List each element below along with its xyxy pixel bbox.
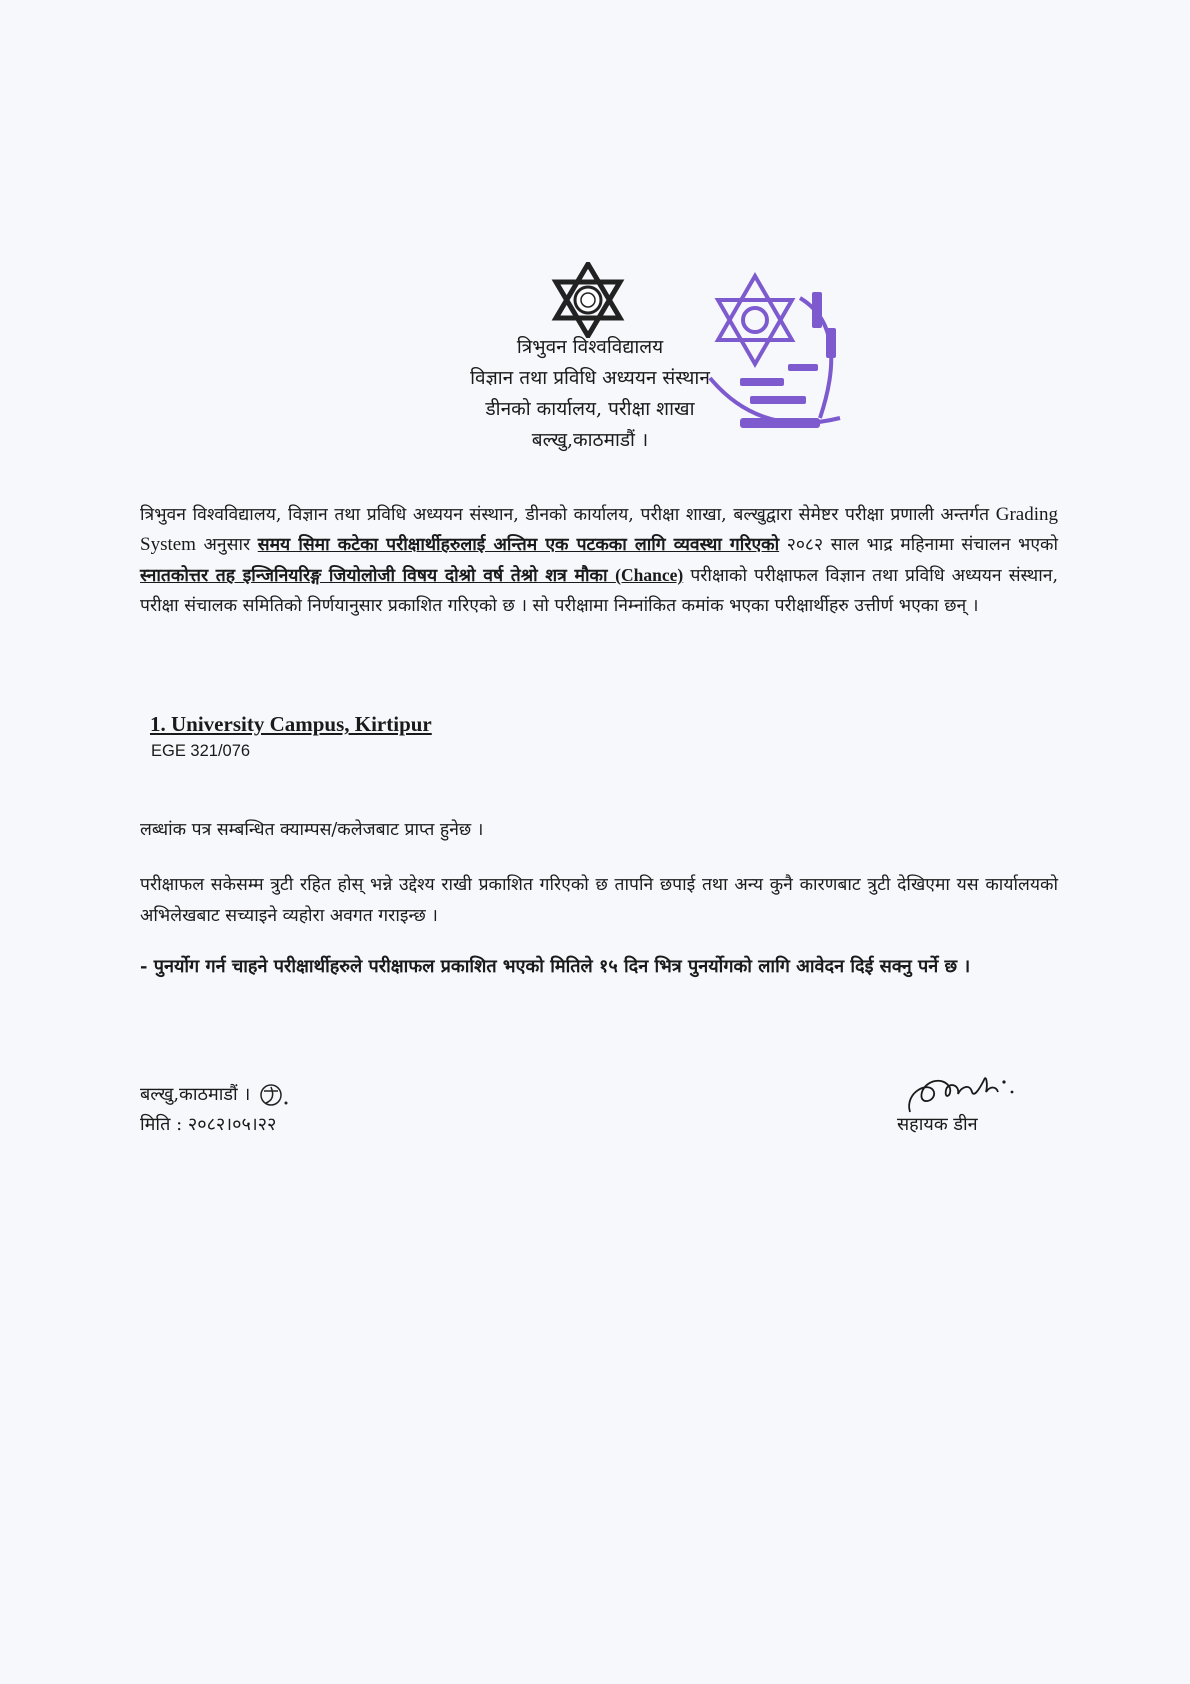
intro-bold-text: समय सिमा कटेका परीक्षार्थीहरुलाई अन्तिम एक पटकका लागि व्यवस्था गरिएको: [257, 535, 780, 555]
handwritten-signature-icon: [900, 1062, 1030, 1118]
letterhead: [400, 332, 780, 456]
intro-paragraph: [140, 500, 1058, 621]
passed-roll-number: EGE 321/076: [151, 742, 251, 760]
university-emblem-icon: [550, 262, 626, 338]
intro-text: अनुसार: [195, 535, 258, 555]
institute-name: विज्ञान तथा प्रविधि अध्ययन संस्थान: [470, 367, 710, 389]
grading-system-text: Grading System: [140, 504, 1058, 555]
campus-heading: 1. University Campus, Kirtipur: [150, 712, 432, 736]
intro-text: परीक्षाको परीक्षाफल विज्ञान तथा प्रविधि अध्ययन संस्थान, परीक्षा संचालक समितिको निर्णयानुसार प्रकाशित गरिएको छ । सो परीक्षामा निम्नांकित कमांक भएका परीक्षार्थीहरु उत्तीर्ण भएका छन् ।: [140, 566, 1059, 616]
error-note: परीक्षाफल सकेसम्म त्रुटी रहित होस् भन्ने उद्देश्य राखी प्रकाशित गरिएको छ तापनि छपाई तथा अन्य कुनै कारणबाट त्रुटी देखिएमा यस कार्यालयको अभिलेखबाट सच्याइने व्यहोरा अवगत गराइन्छ ।: [140, 875, 1058, 926]
university-name: त्रिभुवन विश्वविद्यालय: [516, 336, 664, 358]
office-address: बल्खु,काठमाडौं ।: [531, 429, 649, 451]
initials-icon: [256, 1081, 290, 1109]
intro-text: २०८२ साल भाद्र महिनामा संचालन भएको: [779, 535, 1058, 555]
designation: सहायक डीन: [897, 1114, 978, 1135]
intro-text: त्रिभुवन विश्वविद्यालय, विज्ञान तथा प्रविधि अध्ययन संस्थान, डीनको कार्यालय, परीक्षा शाखा, बल्खुद्वारा सेमेष्टर परीक्षा प्रणाली अन्तर्गत: [140, 505, 996, 525]
office-name: डीनको कार्यालय, परीक्षा शाखा: [485, 398, 695, 420]
footer-date: मिति : २०८२।०५।२२: [140, 1114, 277, 1135]
chance-text: (Chance): [615, 565, 684, 585]
recheck-note: - पुनर्योग गर्न चाहने परीक्षार्थीहरुले परीक्षाफल प्रकाशित भएको मितिले १५ दिन भित्र पुनर्योगको लागि आवेदन दिई सक्नु पर्ने छ ।: [140, 956, 971, 977]
program-name: स्नातकोत्तर तह इन्जिनियरिङ्ग जियोलोजी विषय दोश्रो वर्ष तेश्रो शत्र मौका: [140, 566, 616, 586]
footer-place-date: [140, 1080, 290, 1140]
footer-place: बल्खु,काठमाडौं ।: [140, 1084, 251, 1105]
marksheet-note: लब्धांक पत्र सम्बन्धित क्याम्पस/कलेजबाट प्राप्त हुनेछ ।: [140, 820, 484, 840]
